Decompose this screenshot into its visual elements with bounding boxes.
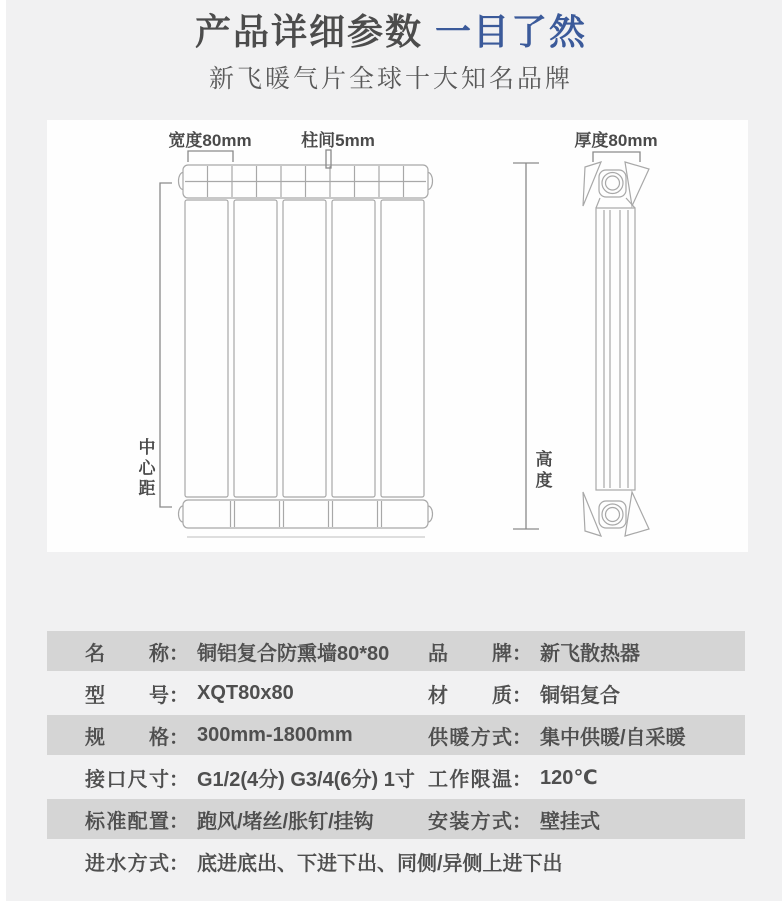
spec-separator: ： <box>512 810 532 833</box>
center-distance-bracket <box>160 183 172 507</box>
spec-value: 壁挂式 <box>540 810 600 833</box>
left-edge-strip <box>0 0 6 901</box>
spec-row-model-material <box>47 673 745 713</box>
spec-label: 规格 <box>85 726 169 749</box>
spec-value: G1/2(4分) G3/4(6分) 1寸 <box>197 768 415 791</box>
dimension-marks <box>160 150 640 529</box>
spec-separator: ： <box>169 810 189 833</box>
spec-cell-name <box>85 637 428 666</box>
page-title-main: 产品详细参数 <box>194 11 423 52</box>
column-gap-dimension-label: 柱间5mm <box>301 131 375 150</box>
spec-separator: ： <box>512 726 532 749</box>
spec-value: 底进底出、下进下出、同侧/异侧上进下出 <box>197 852 563 875</box>
spec-cell-water-inlet-mode <box>85 847 745 876</box>
spec-cell-model <box>85 679 428 708</box>
spec-value: 铜铝复合防熏墙80*80 <box>197 642 390 665</box>
center-distance-label: 中心距 <box>138 438 156 499</box>
spec-row-config-install <box>47 799 745 839</box>
spec-separator: ： <box>169 684 189 707</box>
thickness-dimension-label: 厚度80mm <box>574 131 658 150</box>
spec-label: 型号 <box>85 684 169 707</box>
spec-cell-install-mode <box>428 805 745 834</box>
spec-value: 集中供暖/自采暖 <box>540 726 686 749</box>
spec-cell-standard-config <box>85 805 428 834</box>
spec-label: 供暖方式 <box>428 726 512 749</box>
spec-separator: ： <box>169 726 189 749</box>
page-title <box>0 10 782 53</box>
thickness-bracket <box>593 152 640 162</box>
spec-separator: ： <box>169 768 189 791</box>
spec-value: 300mm-1800mm <box>197 723 353 746</box>
spec-separator: ： <box>169 642 189 665</box>
spec-value: 跑风/堵丝/胀钉/挂钩 <box>197 810 374 833</box>
spec-value: 新飞散热器 <box>540 642 640 665</box>
spec-cell-interface-size <box>85 763 428 792</box>
width-dimension-label: 宽度80mm <box>168 131 252 150</box>
front-view-drawing <box>179 165 433 537</box>
spec-label: 名称 <box>85 642 169 665</box>
spec-separator: ： <box>512 642 532 665</box>
page-subtitle: 新飞暖气片全球十大知名品牌 <box>208 65 573 94</box>
spec-label: 进水方式 <box>85 852 169 875</box>
spec-cell-material <box>428 679 745 708</box>
header <box>0 10 782 95</box>
spec-label: 安装方式 <box>428 810 512 833</box>
spec-row-size-heating <box>47 715 745 755</box>
spec-cell-size <box>85 721 428 750</box>
spec-separator: ： <box>512 768 532 791</box>
spec-label: 工作限温 <box>428 768 512 791</box>
spec-row-interface-temp <box>47 757 745 797</box>
spec-value: 120℃ <box>540 766 598 789</box>
side-view-drawing <box>583 162 649 536</box>
spec-label: 品牌 <box>428 642 512 665</box>
spec-label: 材质 <box>428 684 512 707</box>
spec-cell-working-temp <box>428 763 745 792</box>
height-label: 高度 <box>535 450 553 490</box>
width-bracket <box>188 151 233 162</box>
spec-cell-brand <box>428 637 745 666</box>
page-title-accent: 一目了然 <box>435 11 588 52</box>
spec-separator: ： <box>169 852 189 875</box>
spec-label: 接口尺寸 <box>85 768 169 791</box>
spec-label: 标准配置 <box>85 810 169 833</box>
spec-value: 铜铝复合 <box>540 684 620 707</box>
spec-row-water-inlet <box>47 841 745 881</box>
spec-row-name-brand <box>47 631 745 671</box>
spec-table <box>47 631 745 883</box>
spec-cell-heating-mode <box>428 721 745 750</box>
spec-separator: ： <box>512 684 532 707</box>
spec-value: XQT80x80 <box>197 681 294 704</box>
